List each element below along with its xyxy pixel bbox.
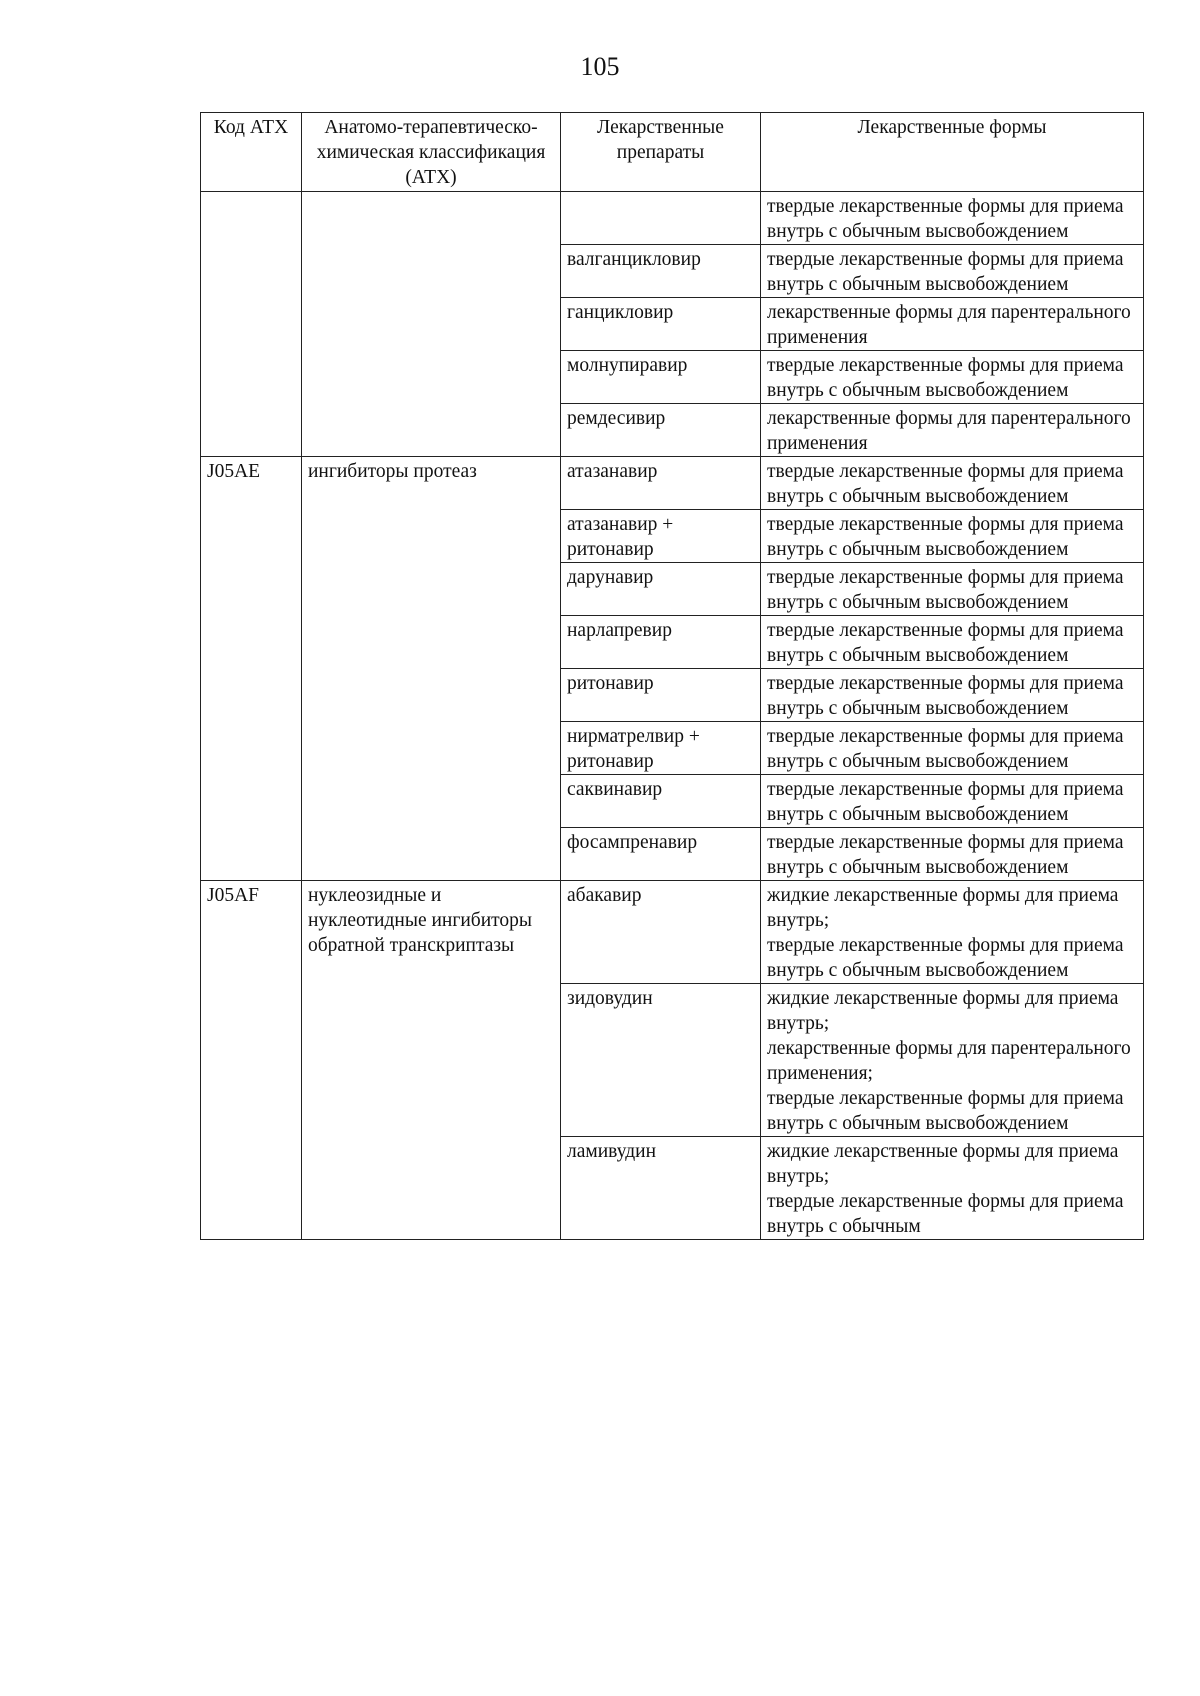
form-line: твердые лекарственные формы для приема внутрь с обычным высвобождением: [767, 620, 1124, 666]
forms-cell: [761, 510, 1144, 563]
header-code: Код АТХ: [201, 113, 302, 192]
forms-cell: [761, 404, 1144, 457]
drug-cell: нирматрелвир + ритонавир: [561, 722, 761, 775]
drug-cell: молнупиравир: [561, 351, 761, 404]
forms-cell: [761, 563, 1144, 616]
forms-cell: [761, 722, 1144, 775]
form-line: жидкие лекарственные формы для приема внутрь;: [767, 1141, 1119, 1187]
form-line: твердые лекарственные формы для приема внутрь с обычным высвобождением: [767, 726, 1124, 772]
table-row: [201, 192, 1144, 245]
drug-cell: фосампренавир: [561, 828, 761, 881]
drug-cell: ремдесивир: [561, 404, 761, 457]
forms-cell: [761, 828, 1144, 881]
drug-cell: ламивудин: [561, 1137, 761, 1240]
drug-cell: ритонавир: [561, 669, 761, 722]
atx-table: [200, 112, 1144, 1240]
form-line: твердые лекарственные формы для приема внутрь с обычным: [767, 1191, 1124, 1237]
form-line: твердые лекарственные формы для приема внутрь с обычным высвобождением: [767, 567, 1124, 613]
form-line: жидкие лекарственные формы для приема внутрь;: [767, 988, 1119, 1034]
atx-classification-cell: нуклеозидные и нуклеотидные ингибиторы обратной транскриптазы: [302, 881, 561, 1240]
form-line: твердые лекарственные формы для приема внутрь с обычным высвобождением: [767, 249, 1124, 295]
form-line: твердые лекарственные формы для приема внутрь с обычным высвобождением: [767, 461, 1124, 507]
form-line: жидкие лекарственные формы для приема внутрь;: [767, 885, 1119, 931]
header-drugs: Лекарственные препараты: [561, 113, 761, 192]
forms-cell: [761, 351, 1144, 404]
drug-cell: ганцикловир: [561, 298, 761, 351]
atx-code-cell: J05AE: [201, 457, 302, 881]
forms-cell: [761, 457, 1144, 510]
atx-classification-cell: [302, 192, 561, 457]
drug-cell: атазанавир + ритонавир: [561, 510, 761, 563]
header-classification: Анатомо-терапевтическо-химическая классификация (АТХ): [302, 113, 561, 192]
drug-cell: [561, 192, 761, 245]
form-line: твердые лекарственные формы для приема внутрь с обычным высвобождением: [767, 935, 1124, 981]
forms-cell: [761, 881, 1144, 984]
drug-cell: зидовудин: [561, 984, 761, 1137]
forms-cell: [761, 775, 1144, 828]
forms-cell: [761, 669, 1144, 722]
drug-cell: атазанавир: [561, 457, 761, 510]
form-line: твердые лекарственные формы для приема внутрь с обычным высвобождением: [767, 1088, 1124, 1134]
table-row: [201, 457, 1144, 510]
forms-cell: [761, 984, 1144, 1137]
form-line: твердые лекарственные формы для приема внутрь с обычным высвобождением: [767, 514, 1124, 560]
atx-code-cell: [201, 192, 302, 457]
forms-cell: [761, 298, 1144, 351]
drug-cell: нарлапревир: [561, 616, 761, 669]
drug-cell: саквинавир: [561, 775, 761, 828]
form-line: лекарственные формы для парентерального применения: [767, 302, 1131, 348]
form-line: твердые лекарственные формы для приема внутрь с обычным высвобождением: [767, 673, 1124, 719]
drug-cell: абакавир: [561, 881, 761, 984]
drug-cell: валганцикловир: [561, 245, 761, 298]
form-line: твердые лекарственные формы для приема внутрь с обычным высвобождением: [767, 355, 1124, 401]
forms-cell: [761, 1137, 1144, 1240]
form-line: лекарственные формы для парентерального применения;: [767, 1038, 1131, 1084]
form-line: твердые лекарственные формы для приема внутрь с обычным высвобождением: [767, 196, 1124, 242]
atx-code-cell: J05AF: [201, 881, 302, 1240]
atx-classification-cell: ингибиторы протеаз: [302, 457, 561, 881]
table-row: [201, 881, 1144, 984]
page-number: 105: [580, 52, 620, 81]
header-forms: Лекарственные формы: [761, 113, 1144, 192]
table-header: [201, 113, 1144, 192]
forms-cell: [761, 192, 1144, 245]
drug-cell: дарунавир: [561, 563, 761, 616]
table-body: [201, 192, 1144, 1240]
form-line: твердые лекарственные формы для приема внутрь с обычным высвобождением: [767, 779, 1124, 825]
form-line: твердые лекарственные формы для приема внутрь с обычным высвобождением: [767, 832, 1124, 878]
form-line: лекарственные формы для парентерального применения: [767, 408, 1131, 454]
forms-cell: [761, 616, 1144, 669]
forms-cell: [761, 245, 1144, 298]
